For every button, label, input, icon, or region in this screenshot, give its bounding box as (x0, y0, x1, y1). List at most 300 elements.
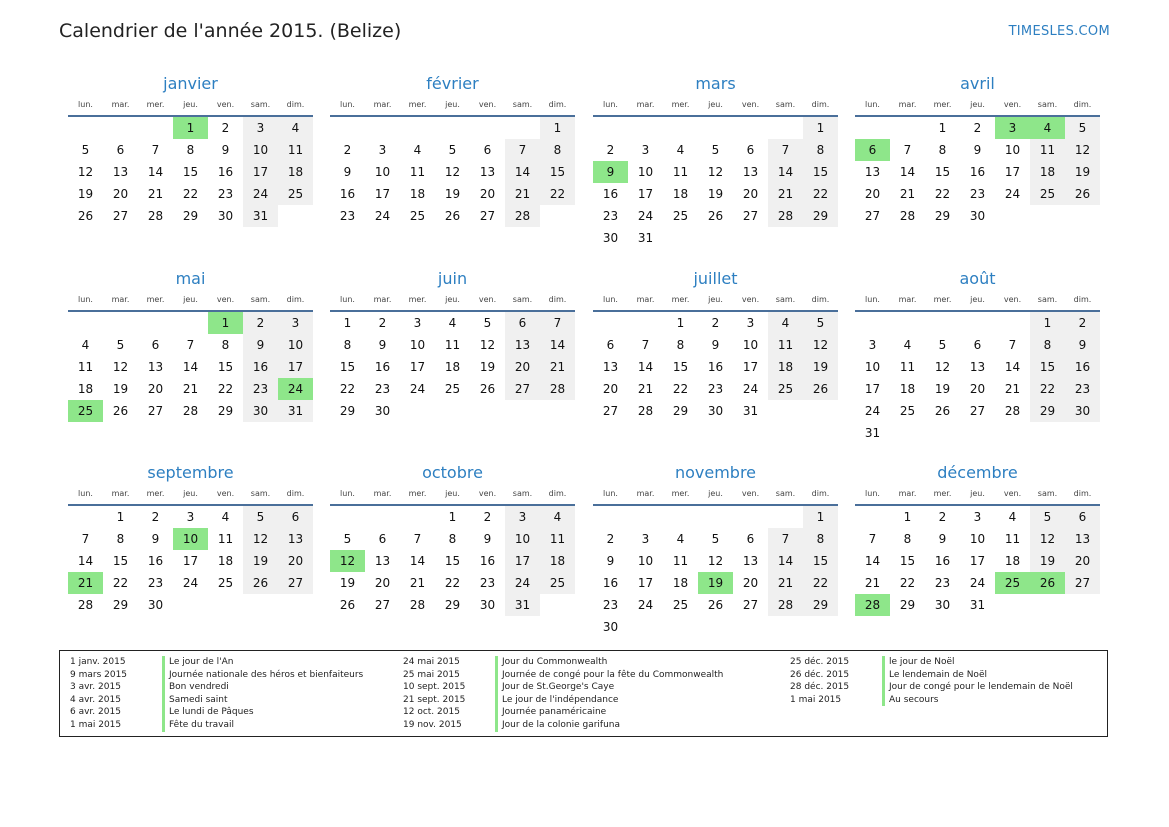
day-cell: 18 (899, 382, 916, 396)
month-5 (68, 268, 313, 422)
day-cell: 14 (899, 165, 916, 179)
day-cell: 16 (602, 576, 619, 590)
day-cell: 11 (278, 139, 313, 161)
day-cell: 24 (243, 183, 278, 205)
week-row (593, 205, 838, 227)
day-cell: 18 (1004, 554, 1021, 568)
weekday-label: mer. (146, 489, 165, 498)
day-cell: 19 (707, 187, 724, 201)
day-cell: 1 (938, 121, 947, 135)
weekday-label: lun. (340, 489, 355, 498)
empty-cell (768, 117, 803, 139)
day-cell: 6 (378, 532, 387, 546)
empty-cell (768, 506, 803, 528)
weekday-label: jeu. (183, 489, 198, 498)
legend-row (790, 656, 1073, 669)
day-cell: 6 (1065, 506, 1100, 528)
weekday-label: mar. (373, 100, 392, 109)
week-row (68, 528, 313, 550)
empty-cell (1030, 422, 1065, 444)
weekday-label: mar. (111, 295, 130, 304)
weekday-header (68, 486, 313, 506)
empty-cell (995, 312, 1030, 334)
weekday-label: jeu. (708, 489, 723, 498)
week-row (68, 205, 313, 227)
day-cell: 30 (217, 209, 234, 223)
day-cell: 8 (803, 139, 838, 161)
week-row (330, 139, 575, 161)
holiday-name: Fête du travail (162, 719, 234, 732)
week-row (68, 550, 313, 572)
day-cell: 17 (505, 550, 540, 572)
empty-cell (1065, 422, 1100, 444)
weekday-label: ven. (741, 100, 760, 109)
week-row (593, 400, 838, 422)
holiday-date: 19 nov. 2015 (403, 719, 462, 730)
month-6 (330, 268, 575, 422)
day-cell: 30 (243, 400, 278, 422)
day-cell: 30 (934, 598, 951, 612)
day-cell: 22 (899, 576, 916, 590)
empty-cell (173, 312, 208, 334)
day-cell: 25 (995, 572, 1030, 594)
weekday-label: mar. (111, 100, 130, 109)
month-3 (593, 73, 838, 249)
day-cell: 23 (147, 576, 164, 590)
day-cell: 4 (1008, 510, 1017, 524)
weekday-label: jeu. (970, 100, 985, 109)
week-row (855, 528, 1100, 550)
day-cell: 11 (409, 165, 426, 179)
weekday-label: mar. (373, 295, 392, 304)
day-cell: 12 (444, 165, 461, 179)
holiday-legend (59, 650, 1108, 737)
empty-cell (400, 400, 435, 422)
day-cell: 21 (182, 382, 199, 396)
day-cell: 8 (540, 139, 575, 161)
holiday-name: Le lendemain de Noël (882, 669, 987, 682)
day-cell: 7 (641, 338, 650, 352)
day-cell: 6 (973, 338, 982, 352)
week-row (855, 312, 1100, 334)
empty-cell (593, 506, 628, 528)
empty-cell (505, 117, 540, 139)
day-cell: 10 (173, 528, 208, 550)
day-cell: 28 (637, 404, 654, 418)
day-cell: 16 (243, 356, 278, 378)
month-name: juillet (693, 269, 738, 288)
empty-cell (593, 117, 628, 139)
day-cell: 8 (676, 338, 685, 352)
day-cell: 19 (698, 572, 733, 594)
week-row (855, 550, 1100, 572)
day-cell: 29 (182, 209, 199, 223)
day-cell: 9 (483, 532, 492, 546)
weekday-label: lun. (865, 100, 880, 109)
weeks (330, 506, 575, 616)
empty-cell (733, 616, 768, 638)
day-cell: 1 (208, 312, 243, 334)
day-cell: 30 (602, 231, 619, 245)
holiday-name: Au secours (882, 694, 939, 707)
day-cell: 26 (112, 404, 129, 418)
empty-cell (628, 616, 663, 638)
day-cell: 26 (1065, 183, 1100, 205)
day-cell: 18 (672, 576, 689, 590)
day-cell: 28 (182, 404, 199, 418)
holiday-name: Le jour de l'indépendance (495, 694, 618, 707)
day-cell: 27 (374, 598, 391, 612)
week-row (593, 616, 838, 638)
brand-link[interactable]: TIMESLES.COM (1008, 24, 1110, 39)
day-cell: 27 (1065, 572, 1100, 594)
week-row (593, 117, 838, 139)
day-cell: 9 (1065, 334, 1100, 356)
day-cell: 24 (742, 382, 759, 396)
day-cell: 23 (339, 209, 356, 223)
holiday-date: 25 mai 2015 (403, 669, 460, 680)
day-cell: 21 (899, 187, 916, 201)
weeks (68, 506, 313, 616)
month-name: octobre (422, 463, 483, 482)
day-cell: 2 (606, 143, 615, 157)
day-cell: 7 (1008, 338, 1017, 352)
day-cell: 13 (864, 165, 881, 179)
empty-cell (540, 400, 575, 422)
weekday-label: mer. (933, 100, 952, 109)
holiday-date: 10 sept. 2015 (403, 682, 466, 693)
day-cell: 11 (444, 338, 461, 352)
day-cell: 21 (1004, 382, 1021, 396)
day-cell: 15 (339, 360, 356, 374)
week-row (68, 400, 313, 422)
day-cell: 5 (711, 532, 720, 546)
holiday-name: Le lundi de Pâques (162, 706, 254, 719)
day-cell: 24 (374, 209, 391, 223)
empty-cell (663, 117, 698, 139)
day-cell: 14 (409, 554, 426, 568)
week-row (593, 506, 838, 528)
weekday-header (593, 97, 838, 117)
day-cell: 17 (374, 187, 391, 201)
day-cell: 12 (1030, 528, 1065, 550)
day-cell: 2 (1065, 312, 1100, 334)
day-cell: 20 (479, 187, 496, 201)
day-cell: 26 (339, 598, 356, 612)
day-cell: 28 (855, 594, 890, 616)
day-cell: 31 (637, 231, 654, 245)
weeks (855, 312, 1100, 444)
empty-cell (68, 506, 103, 528)
week-row (593, 139, 838, 161)
day-cell: 14 (505, 161, 540, 183)
week-row (68, 378, 313, 400)
day-cell: 12 (243, 528, 278, 550)
empty-cell (698, 616, 733, 638)
weekday-label: mar. (111, 489, 130, 498)
weekday-label: mer. (671, 100, 690, 109)
day-cell: 20 (969, 382, 986, 396)
day-cell: 6 (746, 143, 755, 157)
day-cell: 11 (540, 528, 575, 550)
day-cell: 6 (278, 506, 313, 528)
holiday-date: 1 janv. 2015 (70, 657, 126, 667)
week-row (330, 356, 575, 378)
week-row (855, 161, 1100, 183)
weekday-label: jeu. (445, 100, 460, 109)
week-row (330, 594, 575, 616)
week-row (593, 572, 838, 594)
weekday-label: mar. (898, 100, 917, 109)
day-cell: 30 (147, 598, 164, 612)
day-cell: 2 (973, 121, 982, 135)
weekday-label: mar. (636, 295, 655, 304)
empty-cell (995, 594, 1030, 616)
day-cell: 29 (672, 404, 689, 418)
day-cell: 9 (606, 554, 615, 568)
empty-cell (995, 422, 1030, 444)
day-cell: 2 (151, 510, 160, 524)
holiday-date: 21 sept. 2015 (403, 694, 466, 705)
empty-cell (960, 422, 995, 444)
day-cell: 2 (343, 143, 352, 157)
holiday-date: 3 avr. 2015 (70, 682, 121, 693)
empty-cell (1065, 205, 1100, 227)
day-cell: 7 (540, 312, 575, 334)
day-cell: 21 (768, 183, 803, 205)
weekday-label: ven. (1003, 489, 1022, 498)
weekday-label: mar. (636, 100, 655, 109)
weekday-label: lun. (340, 295, 355, 304)
day-cell: 3 (868, 338, 877, 352)
day-cell: 24 (969, 576, 986, 590)
day-cell: 6 (483, 143, 492, 157)
day-cell: 3 (378, 143, 387, 157)
weeks (593, 312, 838, 422)
legend-row (403, 669, 723, 682)
empty-cell (138, 117, 173, 139)
day-cell: 24 (864, 404, 881, 418)
day-cell: 14 (1004, 360, 1021, 374)
day-cell: 18 (540, 550, 575, 572)
day-cell: 23 (969, 187, 986, 201)
day-cell: 12 (112, 360, 129, 374)
day-cell: 26 (243, 572, 278, 594)
day-cell: 6 (505, 312, 540, 334)
day-cell: 26 (934, 404, 951, 418)
day-cell: 16 (374, 360, 391, 374)
day-cell: 6 (116, 143, 125, 157)
day-cell: 15 (217, 360, 234, 374)
day-cell: 4 (676, 143, 685, 157)
day-cell: 5 (81, 143, 90, 157)
day-cell: 26 (444, 209, 461, 223)
weekday-header (593, 292, 838, 312)
day-cell: 16 (707, 360, 724, 374)
weekday-label: dim. (548, 489, 567, 498)
day-cell: 30 (479, 598, 496, 612)
empty-cell (593, 312, 628, 334)
month-8 (855, 268, 1100, 444)
day-cell: 30 (602, 620, 619, 634)
day-cell: 31 (969, 598, 986, 612)
day-cell: 10 (243, 139, 278, 161)
day-cell: 21 (540, 356, 575, 378)
weekday-label: dim. (1073, 295, 1092, 304)
legend-row (70, 669, 363, 682)
day-cell: 20 (505, 356, 540, 378)
day-cell: 17 (864, 382, 881, 396)
day-cell: 16 (147, 554, 164, 568)
week-row (330, 400, 575, 422)
empty-cell (925, 312, 960, 334)
day-cell: 21 (864, 576, 881, 590)
day-cell: 7 (903, 143, 912, 157)
empty-cell (68, 117, 103, 139)
weekday-label: ven. (741, 295, 760, 304)
weeks (593, 506, 838, 638)
day-cell: 24 (409, 382, 426, 396)
day-cell: 5 (1065, 117, 1100, 139)
day-cell: 1 (1030, 312, 1065, 334)
day-cell: 8 (803, 528, 838, 550)
day-cell: 17 (969, 554, 986, 568)
week-row (330, 528, 575, 550)
month-2 (330, 73, 575, 227)
day-cell: 14 (864, 554, 881, 568)
weekday-label: mer. (408, 100, 427, 109)
weekday-label: mer. (146, 295, 165, 304)
empty-cell (855, 506, 890, 528)
empty-cell (505, 400, 540, 422)
empty-cell (173, 594, 208, 616)
day-cell: 19 (444, 187, 461, 201)
empty-cell (435, 400, 470, 422)
day-cell: 17 (182, 554, 199, 568)
day-cell: 22 (934, 187, 951, 201)
weekday-label: sam. (512, 295, 533, 304)
weekday-label: dim. (548, 295, 567, 304)
week-row (330, 506, 575, 528)
day-cell: 11 (768, 334, 803, 356)
day-cell: 4 (768, 312, 803, 334)
day-cell: 23 (934, 576, 951, 590)
day-cell: 13 (505, 334, 540, 356)
day-cell: 13 (742, 554, 759, 568)
day-cell: 15 (112, 554, 129, 568)
day-cell: 31 (864, 426, 881, 440)
day-cell: 8 (448, 532, 457, 546)
weekday-header (68, 292, 313, 312)
holiday-name: Bon vendredi (162, 681, 229, 694)
empty-cell (733, 506, 768, 528)
day-cell: 16 (969, 165, 986, 179)
day-cell: 10 (505, 528, 540, 550)
day-cell: 23 (602, 209, 619, 223)
empty-cell (1030, 594, 1065, 616)
day-cell: 11 (77, 360, 94, 374)
day-cell: 5 (483, 316, 492, 330)
empty-cell (960, 312, 995, 334)
day-cell: 11 (672, 554, 689, 568)
day-cell: 22 (112, 576, 129, 590)
day-cell: 14 (637, 360, 654, 374)
empty-cell (628, 117, 663, 139)
day-cell: 31 (278, 400, 313, 422)
empty-cell (890, 422, 925, 444)
day-cell: 26 (1030, 572, 1065, 594)
day-cell: 2 (711, 316, 720, 330)
empty-cell (925, 422, 960, 444)
day-cell: 10 (637, 554, 654, 568)
legend-row (70, 681, 363, 694)
day-cell: 10 (742, 338, 759, 352)
day-cell: 9 (938, 532, 947, 546)
day-cell: 8 (343, 338, 352, 352)
empty-cell (540, 205, 575, 227)
day-cell: 1 (676, 316, 685, 330)
day-cell: 1 (173, 117, 208, 139)
day-cell: 20 (742, 576, 759, 590)
weekday-label: sam. (250, 489, 271, 498)
day-cell: 19 (77, 187, 94, 201)
day-cell: 12 (707, 165, 724, 179)
day-cell: 18 (77, 382, 94, 396)
holiday-name: le jour de Noël (882, 656, 955, 669)
month-9 (68, 462, 313, 616)
day-cell: 11 (672, 165, 689, 179)
day-cell: 20 (112, 187, 129, 201)
day-cell: 6 (151, 338, 160, 352)
day-cell: 27 (742, 209, 759, 223)
weekday-label: sam. (775, 100, 796, 109)
day-cell: 18 (409, 187, 426, 201)
day-cell: 10 (864, 360, 881, 374)
weekday-label: ven. (216, 100, 235, 109)
month-name: février (426, 74, 479, 93)
day-cell: 12 (707, 554, 724, 568)
day-cell: 8 (186, 143, 195, 157)
day-cell: 10 (637, 165, 654, 179)
day-cell: 23 (479, 576, 496, 590)
day-cell: 28 (505, 205, 540, 227)
day-cell: 17 (278, 356, 313, 378)
day-cell: 6 (855, 139, 890, 161)
weekday-label: sam. (1037, 100, 1058, 109)
day-cell: 28 (540, 378, 575, 400)
day-cell: 25 (278, 183, 313, 205)
empty-cell (365, 117, 400, 139)
month-name: janvier (163, 74, 218, 93)
weekday-label: dim. (286, 100, 305, 109)
day-cell: 13 (112, 165, 129, 179)
weekday-label: sam. (250, 100, 271, 109)
day-cell: 15 (1030, 356, 1065, 378)
empty-cell (803, 227, 838, 249)
day-cell: 5 (711, 143, 720, 157)
empty-cell (698, 117, 733, 139)
day-cell: 16 (934, 554, 951, 568)
day-cell: 24 (505, 572, 540, 594)
month-name: août (959, 269, 996, 288)
day-cell: 16 (217, 165, 234, 179)
week-row (855, 506, 1100, 528)
day-cell: 4 (903, 338, 912, 352)
day-cell: 30 (969, 209, 986, 223)
day-cell: 3 (413, 316, 422, 330)
day-cell: 9 (378, 338, 387, 352)
weekday-label: ven. (741, 489, 760, 498)
